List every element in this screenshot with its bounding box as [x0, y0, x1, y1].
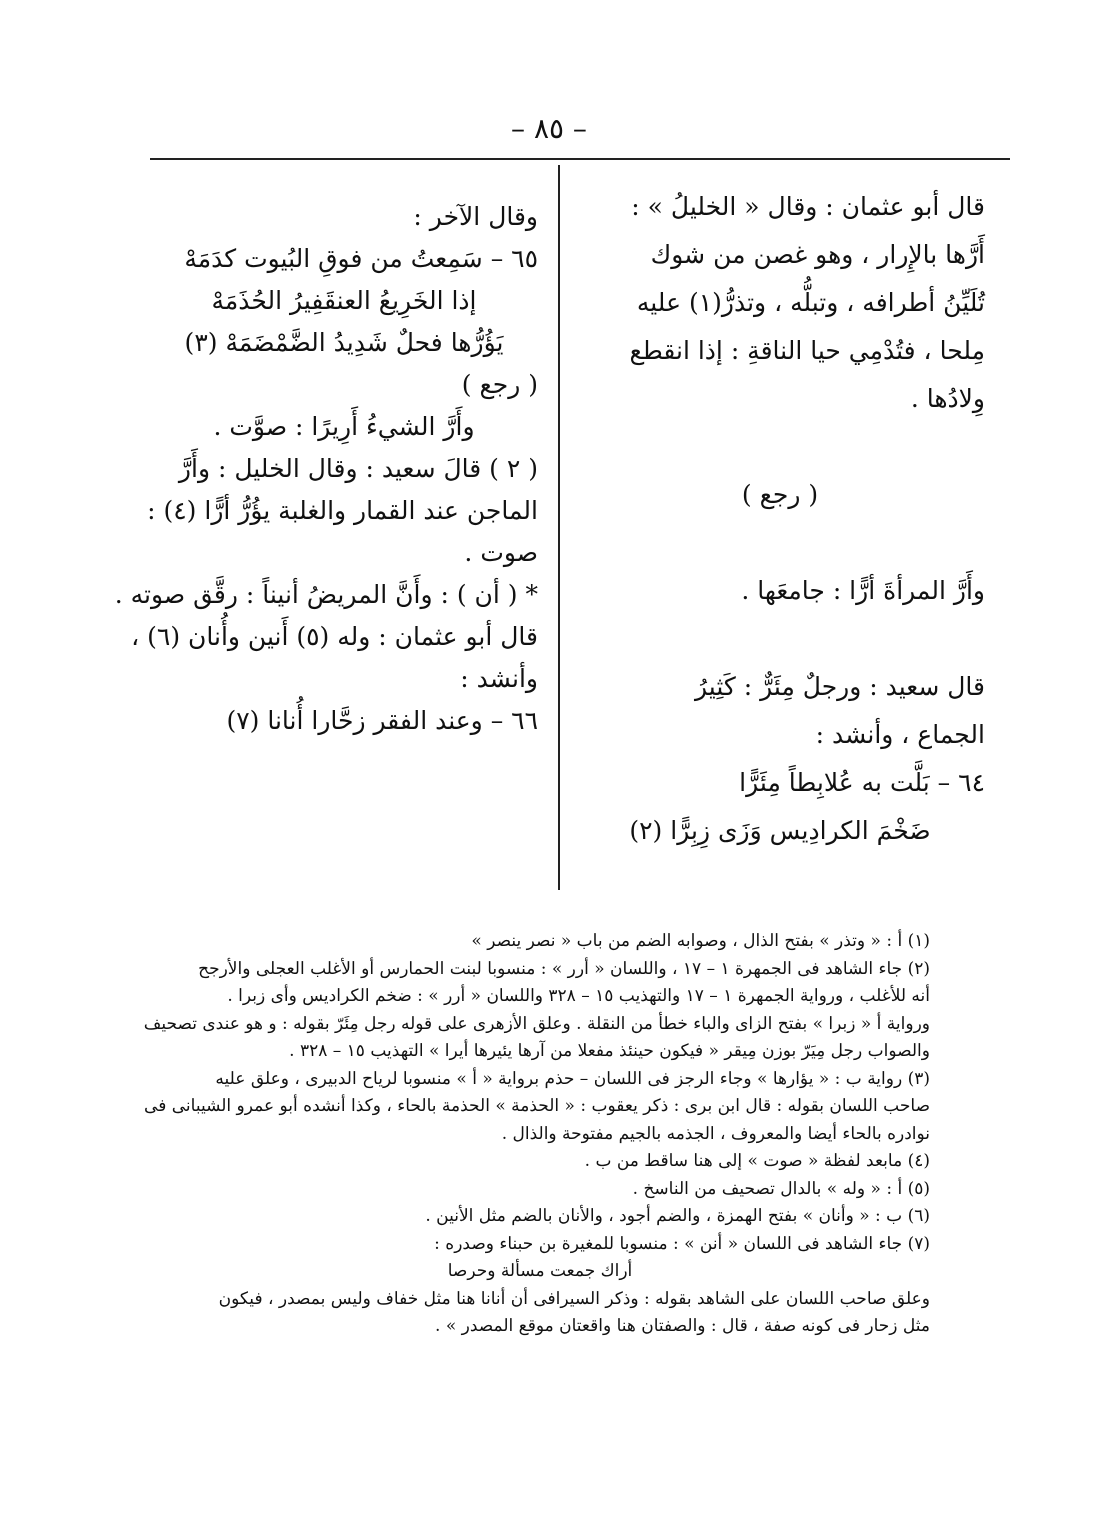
page-number: – ٨٥ – — [511, 112, 587, 145]
text-line: قال أبو عثمان : وقال « الخليلُ » : — [631, 192, 985, 221]
footnote-line: (٦) ب : « وأنان » بفتح الهمزة ، والضم أجود ، والأنان بالضم مثل الأنين . — [425, 1206, 930, 1227]
verse-line: ٦٥ – سَمِعتُ من فوقِ البُيوت كدَمَهْ — [184, 244, 538, 273]
footnote-line: (٧) جاء الشاهد فى اللسان « أنن » : منسوبا للمغيرة بن حبناء وصدره : — [434, 1233, 930, 1254]
spacer — [575, 430, 985, 478]
section-heading: ( رجع ) — [461, 370, 538, 399]
footnotes — [143, 928, 930, 1341]
verse-line: ضَخْمَ الكرادِيس وَزَى زِبِرًّا (٢) — [629, 816, 931, 845]
verse-line: ٦٤ – بَلَّت به عُلابِطاً مِئَرًّا — [739, 768, 985, 797]
text-line: أَرَّها بالإِرار ، وهو غصن من شوك — [650, 240, 985, 269]
verse-line: إذا الخَرِيعُ العنقَفِيرُ الحُذَمَهْ — [211, 286, 477, 315]
footnote-line: (٣) رواية ب : « يؤارها » وجاء الرجز فى اللسان – حذم برواية « أ » منسوبا لرياح الدبيرى ، وعلق عليه — [215, 1068, 930, 1089]
header-rule — [150, 158, 1010, 160]
text-line: قال سعيد : ورجلٌ مِئَرٌّ : كَثِيرُ — [695, 672, 985, 701]
text-line: صوت . — [464, 538, 538, 567]
text-line: وأنشد : — [460, 664, 538, 693]
verse-line: يَؤُرُّها فحلٌ شَدِيدُ الضَّمْضَمَهْ (٣) — [184, 328, 504, 357]
text-line: قال أبو عثمان : وله (٥) أَنين وأُنان (٦) ، — [131, 622, 538, 651]
text-line: وقال الآخر : — [413, 202, 538, 231]
footnote-line: وعلق صاحب اللسان على الشاهد بقوله : وذكر السيرافى أن أنانا هنا مثل خفاف وليس بمصدر ، فيكون — [218, 1288, 930, 1309]
footnote-line: ورواية أ « زبرا » بفتح الزاى والباء خطأ من النقلة . وعلق الأزهرى على قوله رجل مِئَرّ بقوله : و هو عندى تصحيف — [143, 1013, 930, 1034]
text-line: الماجن عند القمار والغلبة يؤُرُّ أرًّا (٤) : — [147, 496, 538, 525]
footnote-line: (٥) أ : « وله » بالدال تصحيف من الناسخ . — [632, 1178, 930, 1199]
text-line: تُلَيِّنُ أطرافه ، وتبلُّه ، وتذرُّ(١) عليه — [636, 288, 985, 317]
footnote-line: صاحب اللسان بقوله : قال ابن برى : ذكر يعقوب : « الحذمة » الحذمة بالحاء ، وكذا أنشده أبو عمرو الشيبانى فى — [144, 1096, 930, 1117]
text-line: وأَرَّ الشيءُ أَرِيرًا : صوَّت . — [213, 412, 475, 441]
left-column — [114, 200, 538, 746]
text-line: مِلحا ، فتُدْمِي حيا الناقةِ : إذا انقطع — [629, 336, 985, 365]
right-column — [575, 190, 985, 862]
footnote-line: نوادره بالحاء أيضا والمعروف ، الجذمه بالجيم مفتوحة والذال . — [501, 1123, 930, 1144]
footnote-line: والصواب رجل مِيَرّ بوزن مِيقر « فيكون حينئذ مفعلا من آرها يئيرها أيرا » التهذيب ١٥ – ٣٢٨ . — [289, 1041, 930, 1062]
verse-line: ٦٦ – وعند الفقر زحَّارا أُنانا (٧) — [226, 706, 538, 735]
text-line: وأَرَّ المرأةَ أرًّا : جامعَها . — [741, 576, 985, 605]
footnote-verse: أراك جمعت مسألة وحرصا — [447, 1261, 633, 1282]
spacer — [575, 622, 985, 670]
text-line: وِلادُها . — [910, 384, 985, 413]
section-heading: ( رجع ) — [741, 480, 819, 509]
spacer — [575, 526, 985, 574]
footnote-line: أنه للأغلب ، ورواية الجمهرة ١ – ١٧ والتهذيب ١٥ – ٣٢٨ واللسان « أرر » : ضخم الكراديس وأى زبرا . — [227, 986, 930, 1007]
footnote-line: (٤) مابعد لفظة « صوت » إلى هنا ساقط من ب . — [584, 1151, 930, 1172]
column-divider — [558, 165, 560, 890]
text-line: ( ٢ ) قالَ سعيد : وقال الخليل : وأَرَّ — [178, 454, 538, 483]
footnote-line: مثل زحار فى كونه صفة ، قال : والصفتان هنا واقعتان موقع المصدر » . — [435, 1316, 930, 1337]
footnote-line: (٢) جاء الشاهد فى الجمهرة ١ – ١٧ ، واللسان « أرر » : منسوبا لبنت الحمارس أو الأغلب العجلى والأرجح — [198, 958, 930, 979]
text-line: الجماع ، وأنشد : — [815, 720, 985, 749]
text-line: * ( أن ) : وأَنَّ المريضُ أنيناً : رقَّق صوته . — [114, 580, 538, 609]
footnote-line: (١) أ : « وتذر » بفتح الذال ، وصوابه الضم من باب « نصر ينصر » — [471, 931, 930, 951]
